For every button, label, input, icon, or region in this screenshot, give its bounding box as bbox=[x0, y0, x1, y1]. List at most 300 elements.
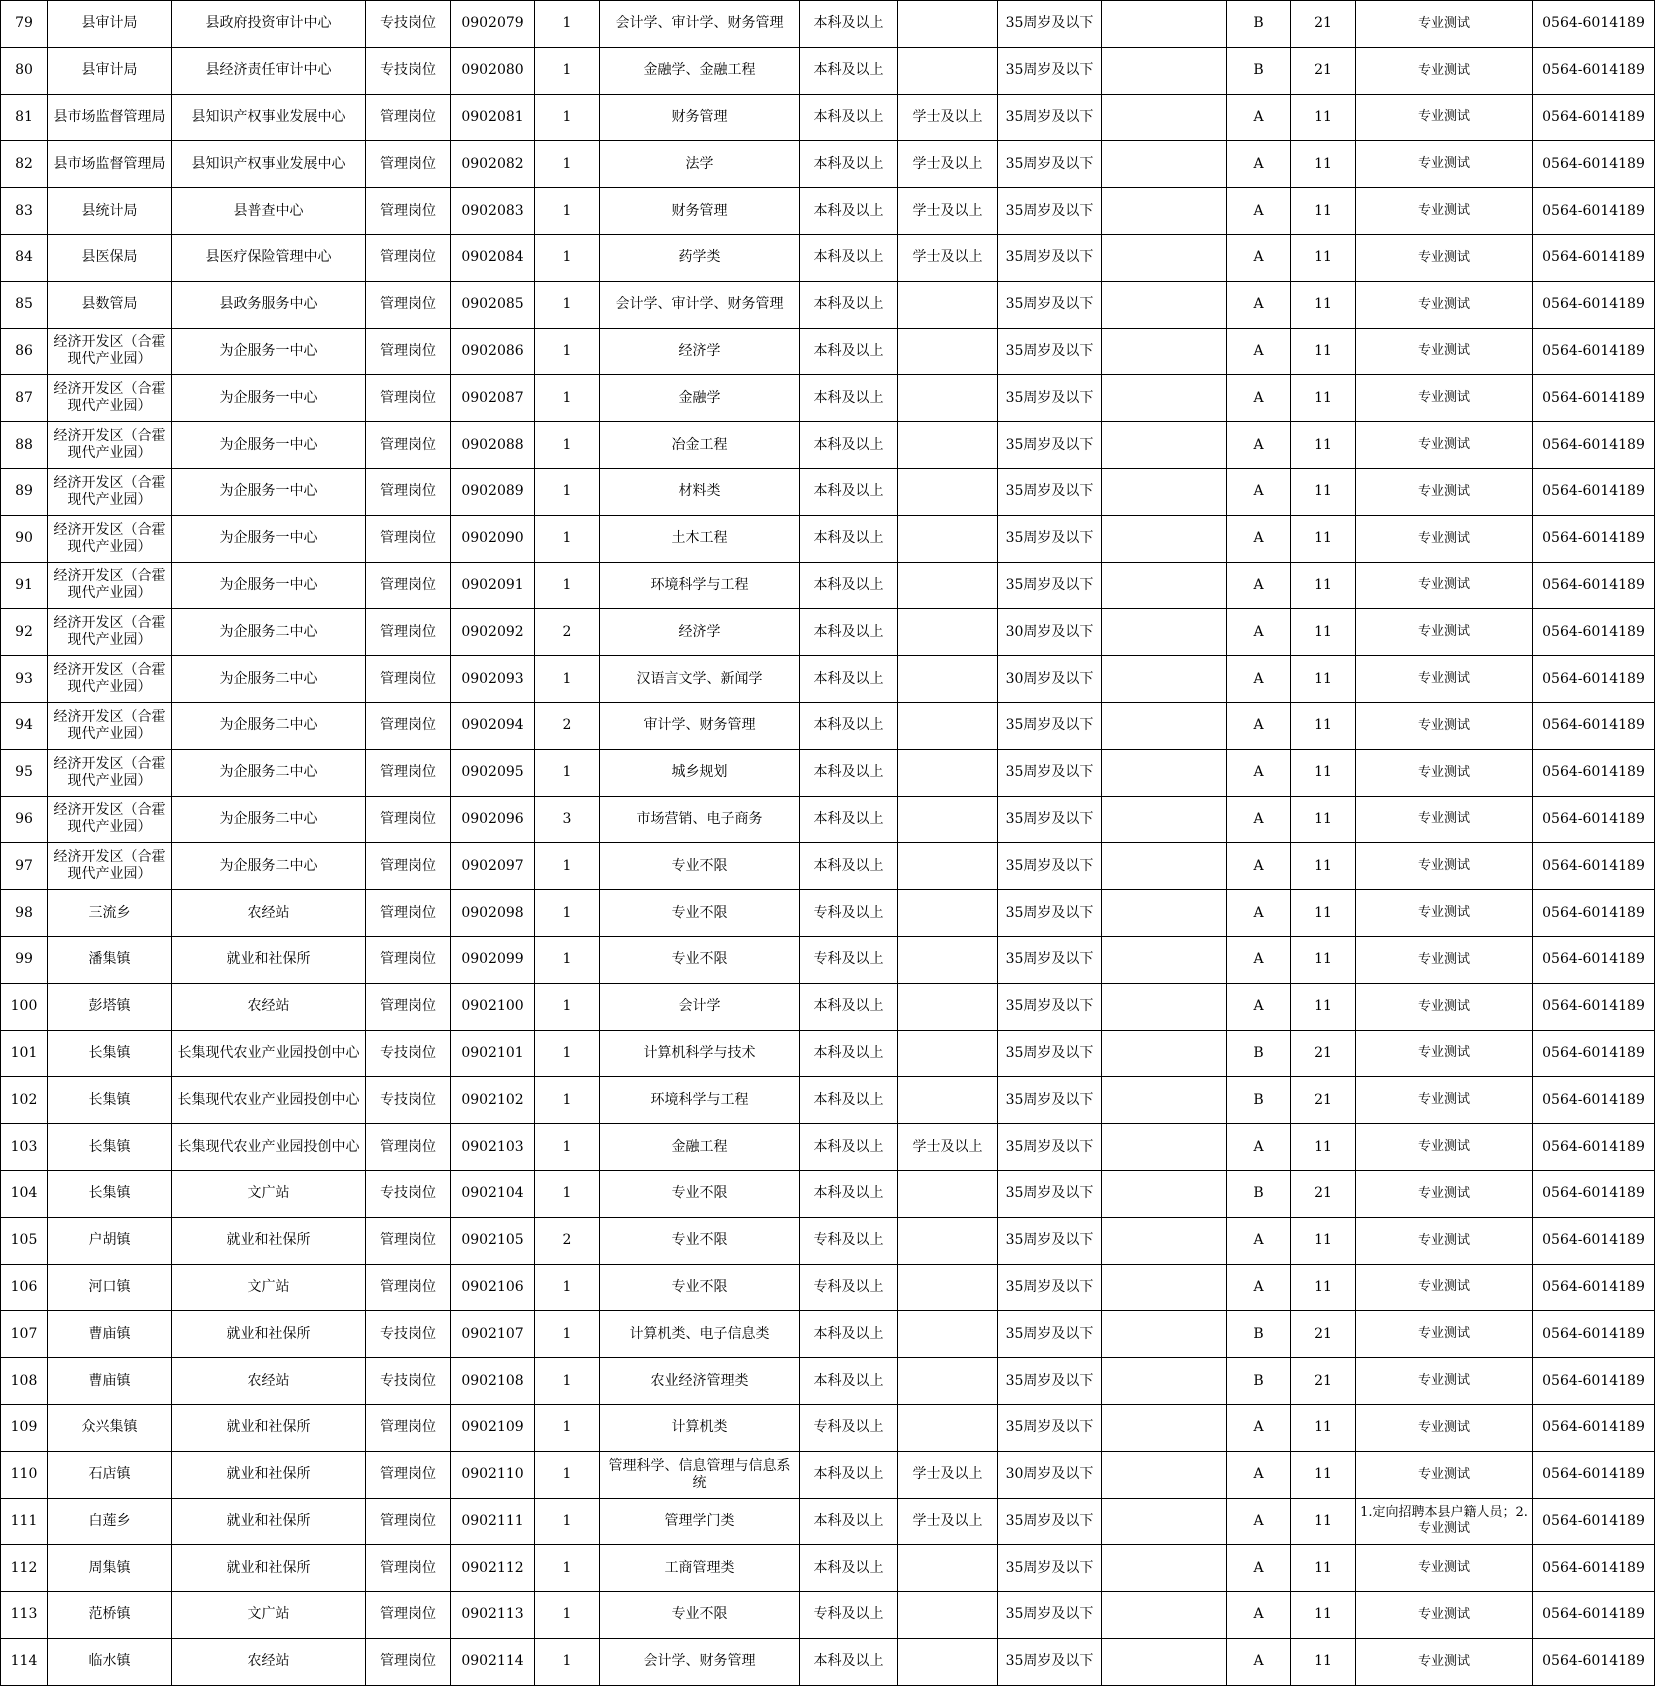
department-cell: 石店镇 bbox=[48, 1451, 172, 1498]
headcount-cell: 1 bbox=[535, 1545, 600, 1592]
department-cell: 经济开发区（合霍现代产业园） bbox=[48, 796, 172, 843]
department-cell: 周集镇 bbox=[48, 1545, 172, 1592]
category-cell: A bbox=[1227, 234, 1291, 281]
position-code-cell: 0902093 bbox=[451, 656, 535, 703]
department-cell: 长集镇 bbox=[48, 1124, 172, 1171]
category-cell: A bbox=[1227, 422, 1291, 469]
table-row bbox=[1, 188, 1655, 235]
headcount-cell: 1 bbox=[535, 515, 600, 562]
degree-cell bbox=[898, 656, 998, 703]
unit-cell: 文广站 bbox=[172, 1592, 366, 1639]
major-cell: 经济学 bbox=[600, 328, 800, 375]
unit-cell: 长集现代农业产业园投创中心 bbox=[172, 1124, 366, 1171]
other-requirement-cell bbox=[1102, 1498, 1227, 1545]
age-cell: 30周岁及以下 bbox=[998, 1451, 1102, 1498]
major-cell: 管理科学、信息管理与信息系统 bbox=[600, 1451, 800, 1498]
remarks-cell: 专业测试 bbox=[1356, 375, 1533, 422]
phone-cell: 0564-6014189 bbox=[1533, 749, 1655, 796]
table-row bbox=[1, 843, 1655, 890]
headcount-cell: 1 bbox=[535, 1451, 600, 1498]
headcount-cell: 3 bbox=[535, 796, 600, 843]
category-cell: A bbox=[1227, 609, 1291, 656]
position-type-cell: 管理岗位 bbox=[366, 328, 451, 375]
phone-cell: 0564-6014189 bbox=[1533, 1170, 1655, 1217]
headcount-cell: 1 bbox=[535, 281, 600, 328]
unit-cell: 就业和社保所 bbox=[172, 1451, 366, 1498]
row-number-cell: 94 bbox=[1, 702, 48, 749]
table-row bbox=[1, 890, 1655, 937]
row-number-cell: 107 bbox=[1, 1311, 48, 1358]
age-cell: 35周岁及以下 bbox=[998, 1311, 1102, 1358]
row-number-cell: 97 bbox=[1, 843, 48, 890]
remarks-cell: 专业测试 bbox=[1356, 562, 1533, 609]
subject-code-cell: 11 bbox=[1291, 234, 1356, 281]
other-requirement-cell bbox=[1102, 1358, 1227, 1405]
position-type-cell: 管理岗位 bbox=[366, 1264, 451, 1311]
department-cell: 白莲乡 bbox=[48, 1498, 172, 1545]
row-number-cell: 99 bbox=[1, 936, 48, 983]
other-requirement-cell bbox=[1102, 936, 1227, 983]
remarks-cell: 专业测试 bbox=[1356, 328, 1533, 375]
education-cell: 本科及以上 bbox=[800, 1170, 898, 1217]
other-requirement-cell bbox=[1102, 1451, 1227, 1498]
education-cell: 本科及以上 bbox=[800, 328, 898, 375]
phone-cell: 0564-6014189 bbox=[1533, 936, 1655, 983]
education-cell: 专科及以上 bbox=[800, 1264, 898, 1311]
major-cell: 专业不限 bbox=[600, 936, 800, 983]
degree-cell bbox=[898, 1358, 998, 1405]
row-number-cell: 95 bbox=[1, 749, 48, 796]
phone-cell: 0564-6014189 bbox=[1533, 141, 1655, 188]
remarks-cell: 专业测试 bbox=[1356, 47, 1533, 94]
row-number-cell: 79 bbox=[1, 1, 48, 48]
category-cell: A bbox=[1227, 749, 1291, 796]
major-cell: 汉语言文学、新闻学 bbox=[600, 656, 800, 703]
major-cell: 专业不限 bbox=[600, 1592, 800, 1639]
category-cell: A bbox=[1227, 141, 1291, 188]
table-row bbox=[1, 1170, 1655, 1217]
education-cell: 本科及以上 bbox=[800, 609, 898, 656]
position-type-cell: 管理岗位 bbox=[366, 843, 451, 890]
degree-cell bbox=[898, 562, 998, 609]
headcount-cell: 1 bbox=[535, 94, 600, 141]
age-cell: 35周岁及以下 bbox=[998, 141, 1102, 188]
degree-cell: 学士及以上 bbox=[898, 1124, 998, 1171]
subject-code-cell: 11 bbox=[1291, 1124, 1356, 1171]
unit-cell: 县知识产权事业发展中心 bbox=[172, 141, 366, 188]
age-cell: 35周岁及以下 bbox=[998, 188, 1102, 235]
department-cell: 县数管局 bbox=[48, 281, 172, 328]
table-row bbox=[1, 1545, 1655, 1592]
row-number-cell: 105 bbox=[1, 1217, 48, 1264]
department-cell: 曹庙镇 bbox=[48, 1311, 172, 1358]
unit-cell: 农经站 bbox=[172, 983, 366, 1030]
category-cell: B bbox=[1227, 47, 1291, 94]
table-row bbox=[1, 1592, 1655, 1639]
position-type-cell: 管理岗位 bbox=[366, 1638, 451, 1685]
degree-cell: 学士及以上 bbox=[898, 141, 998, 188]
headcount-cell: 1 bbox=[535, 1030, 600, 1077]
headcount-cell: 1 bbox=[535, 375, 600, 422]
education-cell: 本科及以上 bbox=[800, 375, 898, 422]
remarks-cell: 专业测试 bbox=[1356, 1077, 1533, 1124]
degree-cell bbox=[898, 468, 998, 515]
major-cell: 会计学、审计学、财务管理 bbox=[600, 281, 800, 328]
remarks-cell: 专业测试 bbox=[1356, 843, 1533, 890]
subject-code-cell: 11 bbox=[1291, 702, 1356, 749]
subject-code-cell: 11 bbox=[1291, 562, 1356, 609]
degree-cell bbox=[898, 1030, 998, 1077]
degree-cell bbox=[898, 422, 998, 469]
major-cell: 会计学 bbox=[600, 983, 800, 1030]
major-cell: 材料类 bbox=[600, 468, 800, 515]
other-requirement-cell bbox=[1102, 1217, 1227, 1264]
phone-cell: 0564-6014189 bbox=[1533, 94, 1655, 141]
headcount-cell: 1 bbox=[535, 1592, 600, 1639]
position-type-cell: 专技岗位 bbox=[366, 1077, 451, 1124]
position-type-cell: 管理岗位 bbox=[366, 188, 451, 235]
subject-code-cell: 11 bbox=[1291, 141, 1356, 188]
position-code-cell: 0902080 bbox=[451, 47, 535, 94]
unit-cell: 为企服务二中心 bbox=[172, 796, 366, 843]
major-cell: 专业不限 bbox=[600, 1264, 800, 1311]
age-cell: 30周岁及以下 bbox=[998, 609, 1102, 656]
position-type-cell: 管理岗位 bbox=[366, 141, 451, 188]
degree-cell bbox=[898, 702, 998, 749]
position-code-cell: 0902079 bbox=[451, 1, 535, 48]
other-requirement-cell bbox=[1102, 843, 1227, 890]
row-number-cell: 104 bbox=[1, 1170, 48, 1217]
row-number-cell: 110 bbox=[1, 1451, 48, 1498]
headcount-cell: 1 bbox=[535, 562, 600, 609]
other-requirement-cell bbox=[1102, 1545, 1227, 1592]
position-type-cell: 管理岗位 bbox=[366, 562, 451, 609]
position-type-cell: 管理岗位 bbox=[366, 375, 451, 422]
table-row bbox=[1, 422, 1655, 469]
degree-cell bbox=[898, 328, 998, 375]
subject-code-cell: 11 bbox=[1291, 890, 1356, 937]
education-cell: 本科及以上 bbox=[800, 188, 898, 235]
position-type-cell: 管理岗位 bbox=[366, 422, 451, 469]
category-cell: A bbox=[1227, 328, 1291, 375]
position-code-cell: 0902089 bbox=[451, 468, 535, 515]
position-code-cell: 0902094 bbox=[451, 702, 535, 749]
major-cell: 土木工程 bbox=[600, 515, 800, 562]
position-type-cell: 专技岗位 bbox=[366, 1, 451, 48]
category-cell: A bbox=[1227, 936, 1291, 983]
department-cell: 经济开发区（合霍现代产业园） bbox=[48, 843, 172, 890]
education-cell: 本科及以上 bbox=[800, 141, 898, 188]
position-code-cell: 0902104 bbox=[451, 1170, 535, 1217]
education-cell: 本科及以上 bbox=[800, 1124, 898, 1171]
other-requirement-cell bbox=[1102, 47, 1227, 94]
row-number-cell: 100 bbox=[1, 983, 48, 1030]
subject-code-cell: 11 bbox=[1291, 1264, 1356, 1311]
age-cell: 35周岁及以下 bbox=[998, 1124, 1102, 1171]
other-requirement-cell bbox=[1102, 656, 1227, 703]
education-cell: 专科及以上 bbox=[800, 1404, 898, 1451]
position-code-cell: 0902087 bbox=[451, 375, 535, 422]
other-requirement-cell bbox=[1102, 375, 1227, 422]
age-cell: 35周岁及以下 bbox=[998, 1498, 1102, 1545]
age-cell: 30周岁及以下 bbox=[998, 656, 1102, 703]
remarks-cell: 专业测试 bbox=[1356, 1124, 1533, 1171]
degree-cell bbox=[898, 1264, 998, 1311]
age-cell: 35周岁及以下 bbox=[998, 94, 1102, 141]
category-cell: B bbox=[1227, 1358, 1291, 1405]
table-row bbox=[1, 749, 1655, 796]
other-requirement-cell bbox=[1102, 1077, 1227, 1124]
unit-cell: 为企服务二中心 bbox=[172, 702, 366, 749]
major-cell: 计算机类、电子信息类 bbox=[600, 1311, 800, 1358]
headcount-cell: 1 bbox=[535, 141, 600, 188]
row-number-cell: 102 bbox=[1, 1077, 48, 1124]
subject-code-cell: 11 bbox=[1291, 1451, 1356, 1498]
position-code-cell: 0902114 bbox=[451, 1638, 535, 1685]
age-cell: 35周岁及以下 bbox=[998, 796, 1102, 843]
unit-cell: 为企服务一中心 bbox=[172, 562, 366, 609]
position-type-cell: 管理岗位 bbox=[366, 468, 451, 515]
phone-cell: 0564-6014189 bbox=[1533, 983, 1655, 1030]
department-cell: 经济开发区（合霍现代产业园） bbox=[48, 656, 172, 703]
headcount-cell: 1 bbox=[535, 234, 600, 281]
phone-cell: 0564-6014189 bbox=[1533, 1404, 1655, 1451]
row-number-cell: 91 bbox=[1, 562, 48, 609]
row-number-cell: 96 bbox=[1, 796, 48, 843]
degree-cell bbox=[898, 1, 998, 48]
major-cell: 会计学、财务管理 bbox=[600, 1638, 800, 1685]
remarks-cell: 专业测试 bbox=[1356, 1217, 1533, 1264]
major-cell: 农业经济管理类 bbox=[600, 1358, 800, 1405]
phone-cell: 0564-6014189 bbox=[1533, 890, 1655, 937]
unit-cell: 就业和社保所 bbox=[172, 1545, 366, 1592]
table-row bbox=[1, 281, 1655, 328]
unit-cell: 为企服务一中心 bbox=[172, 468, 366, 515]
degree-cell bbox=[898, 1170, 998, 1217]
subject-code-cell: 21 bbox=[1291, 1358, 1356, 1405]
position-code-cell: 0902086 bbox=[451, 328, 535, 375]
table-row bbox=[1, 1311, 1655, 1358]
remarks-cell: 专业测试 bbox=[1356, 1264, 1533, 1311]
degree-cell bbox=[898, 1077, 998, 1124]
age-cell: 35周岁及以下 bbox=[998, 1030, 1102, 1077]
degree-cell bbox=[898, 936, 998, 983]
position-code-cell: 0902095 bbox=[451, 749, 535, 796]
category-cell: B bbox=[1227, 1, 1291, 48]
unit-cell: 为企服务二中心 bbox=[172, 656, 366, 703]
table-row bbox=[1, 515, 1655, 562]
major-cell: 市场营销、电子商务 bbox=[600, 796, 800, 843]
other-requirement-cell bbox=[1102, 1170, 1227, 1217]
subject-code-cell: 11 bbox=[1291, 1638, 1356, 1685]
remarks-cell: 专业测试 bbox=[1356, 468, 1533, 515]
category-cell: A bbox=[1227, 1498, 1291, 1545]
remarks-cell: 专业测试 bbox=[1356, 609, 1533, 656]
headcount-cell: 1 bbox=[535, 47, 600, 94]
headcount-cell: 1 bbox=[535, 468, 600, 515]
position-code-cell: 0902102 bbox=[451, 1077, 535, 1124]
table-row bbox=[1, 328, 1655, 375]
unit-cell: 县政府投资审计中心 bbox=[172, 1, 366, 48]
subject-code-cell: 11 bbox=[1291, 1545, 1356, 1592]
row-number-cell: 103 bbox=[1, 1124, 48, 1171]
department-cell: 经济开发区（合霍现代产业园） bbox=[48, 749, 172, 796]
age-cell: 35周岁及以下 bbox=[998, 515, 1102, 562]
position-type-cell: 管理岗位 bbox=[366, 1217, 451, 1264]
table-row bbox=[1, 1451, 1655, 1498]
position-code-cell: 0902088 bbox=[451, 422, 535, 469]
category-cell: A bbox=[1227, 281, 1291, 328]
degree-cell bbox=[898, 281, 998, 328]
table-row bbox=[1, 702, 1655, 749]
remarks-cell: 专业测试 bbox=[1356, 188, 1533, 235]
row-number-cell: 90 bbox=[1, 515, 48, 562]
row-number-cell: 112 bbox=[1, 1545, 48, 1592]
position-code-cell: 0902113 bbox=[451, 1592, 535, 1639]
subject-code-cell: 21 bbox=[1291, 1, 1356, 48]
category-cell: A bbox=[1227, 1592, 1291, 1639]
table-row bbox=[1, 1077, 1655, 1124]
headcount-cell: 1 bbox=[535, 1404, 600, 1451]
category-cell: B bbox=[1227, 1077, 1291, 1124]
age-cell: 35周岁及以下 bbox=[998, 1, 1102, 48]
major-cell: 金融学、金融工程 bbox=[600, 47, 800, 94]
age-cell: 35周岁及以下 bbox=[998, 1170, 1102, 1217]
subject-code-cell: 11 bbox=[1291, 375, 1356, 422]
subject-code-cell: 11 bbox=[1291, 609, 1356, 656]
position-code-cell: 0902083 bbox=[451, 188, 535, 235]
remarks-cell: 专业测试 bbox=[1356, 1638, 1533, 1685]
category-cell: A bbox=[1227, 1264, 1291, 1311]
age-cell: 35周岁及以下 bbox=[998, 1217, 1102, 1264]
other-requirement-cell bbox=[1102, 890, 1227, 937]
age-cell: 35周岁及以下 bbox=[998, 468, 1102, 515]
age-cell: 35周岁及以下 bbox=[998, 1264, 1102, 1311]
age-cell: 35周岁及以下 bbox=[998, 983, 1102, 1030]
headcount-cell: 1 bbox=[535, 1170, 600, 1217]
remarks-cell: 专业测试 bbox=[1356, 1592, 1533, 1639]
degree-cell bbox=[898, 796, 998, 843]
remarks-cell: 专业测试 bbox=[1356, 1311, 1533, 1358]
age-cell: 35周岁及以下 bbox=[998, 328, 1102, 375]
category-cell: A bbox=[1227, 1638, 1291, 1685]
age-cell: 35周岁及以下 bbox=[998, 1545, 1102, 1592]
degree-cell bbox=[898, 1638, 998, 1685]
subject-code-cell: 11 bbox=[1291, 515, 1356, 562]
subject-code-cell: 21 bbox=[1291, 47, 1356, 94]
unit-cell: 为企服务一中心 bbox=[172, 328, 366, 375]
age-cell: 35周岁及以下 bbox=[998, 47, 1102, 94]
degree-cell bbox=[898, 1545, 998, 1592]
position-type-cell: 管理岗位 bbox=[366, 94, 451, 141]
major-cell: 会计学、审计学、财务管理 bbox=[600, 1, 800, 48]
remarks-cell: 专业测试 bbox=[1356, 1358, 1533, 1405]
table-row bbox=[1, 562, 1655, 609]
position-type-cell: 专技岗位 bbox=[366, 1311, 451, 1358]
row-number-cell: 109 bbox=[1, 1404, 48, 1451]
education-cell: 本科及以上 bbox=[800, 656, 898, 703]
phone-cell: 0564-6014189 bbox=[1533, 1030, 1655, 1077]
education-cell: 专科及以上 bbox=[800, 1592, 898, 1639]
remarks-cell: 专业测试 bbox=[1356, 656, 1533, 703]
remarks-cell: 专业测试 bbox=[1356, 702, 1533, 749]
table-row bbox=[1, 468, 1655, 515]
headcount-cell: 1 bbox=[535, 843, 600, 890]
department-cell: 三流乡 bbox=[48, 890, 172, 937]
position-code-cell: 0902096 bbox=[451, 796, 535, 843]
subject-code-cell: 11 bbox=[1291, 1498, 1356, 1545]
phone-cell: 0564-6014189 bbox=[1533, 1077, 1655, 1124]
position-code-cell: 0902084 bbox=[451, 234, 535, 281]
position-code-cell: 0902098 bbox=[451, 890, 535, 937]
major-cell: 管理学门类 bbox=[600, 1498, 800, 1545]
education-cell: 本科及以上 bbox=[800, 1077, 898, 1124]
phone-cell: 0564-6014189 bbox=[1533, 515, 1655, 562]
position-code-cell: 0902112 bbox=[451, 1545, 535, 1592]
department-cell: 经济开发区（合霍现代产业园） bbox=[48, 609, 172, 656]
other-requirement-cell bbox=[1102, 515, 1227, 562]
position-type-cell: 管理岗位 bbox=[366, 609, 451, 656]
position-type-cell: 管理岗位 bbox=[366, 702, 451, 749]
remarks-cell: 专业测试 bbox=[1356, 1170, 1533, 1217]
subject-code-cell: 11 bbox=[1291, 1592, 1356, 1639]
other-requirement-cell bbox=[1102, 1030, 1227, 1077]
headcount-cell: 1 bbox=[535, 983, 600, 1030]
other-requirement-cell bbox=[1102, 328, 1227, 375]
remarks-cell: 专业测试 bbox=[1356, 234, 1533, 281]
other-requirement-cell bbox=[1102, 1311, 1227, 1358]
headcount-cell: 1 bbox=[535, 1077, 600, 1124]
remarks-cell: 1.定向招聘本县户籍人员；2.专业测试 bbox=[1356, 1498, 1533, 1545]
major-cell: 经济学 bbox=[600, 609, 800, 656]
subject-code-cell: 11 bbox=[1291, 94, 1356, 141]
position-type-cell: 管理岗位 bbox=[366, 1592, 451, 1639]
phone-cell: 0564-6014189 bbox=[1533, 1217, 1655, 1264]
headcount-cell: 1 bbox=[535, 890, 600, 937]
department-cell: 户胡镇 bbox=[48, 1217, 172, 1264]
headcount-cell: 1 bbox=[535, 328, 600, 375]
major-cell: 财务管理 bbox=[600, 188, 800, 235]
category-cell: A bbox=[1227, 375, 1291, 422]
major-cell: 工商管理类 bbox=[600, 1545, 800, 1592]
subject-code-cell: 11 bbox=[1291, 328, 1356, 375]
other-requirement-cell bbox=[1102, 1638, 1227, 1685]
department-cell: 县市场监督管理局 bbox=[48, 94, 172, 141]
category-cell: A bbox=[1227, 890, 1291, 937]
unit-cell: 县政务服务中心 bbox=[172, 281, 366, 328]
education-cell: 本科及以上 bbox=[800, 1545, 898, 1592]
department-cell: 经济开发区（合霍现代产业园） bbox=[48, 562, 172, 609]
age-cell: 35周岁及以下 bbox=[998, 1077, 1102, 1124]
department-cell: 长集镇 bbox=[48, 1077, 172, 1124]
education-cell: 本科及以上 bbox=[800, 562, 898, 609]
unit-cell: 农经站 bbox=[172, 890, 366, 937]
education-cell: 专科及以上 bbox=[800, 1217, 898, 1264]
position-code-cell: 0902081 bbox=[451, 94, 535, 141]
age-cell: 35周岁及以下 bbox=[998, 1358, 1102, 1405]
position-type-cell: 管理岗位 bbox=[366, 1404, 451, 1451]
department-cell: 长集镇 bbox=[48, 1030, 172, 1077]
table-body bbox=[1, 1, 1655, 1686]
remarks-cell: 专业测试 bbox=[1356, 1545, 1533, 1592]
phone-cell: 0564-6014189 bbox=[1533, 1358, 1655, 1405]
phone-cell: 0564-6014189 bbox=[1533, 1592, 1655, 1639]
phone-cell: 0564-6014189 bbox=[1533, 1638, 1655, 1685]
unit-cell: 为企服务一中心 bbox=[172, 375, 366, 422]
education-cell: 本科及以上 bbox=[800, 1638, 898, 1685]
department-cell: 河口镇 bbox=[48, 1264, 172, 1311]
department-cell: 彭塔镇 bbox=[48, 983, 172, 1030]
